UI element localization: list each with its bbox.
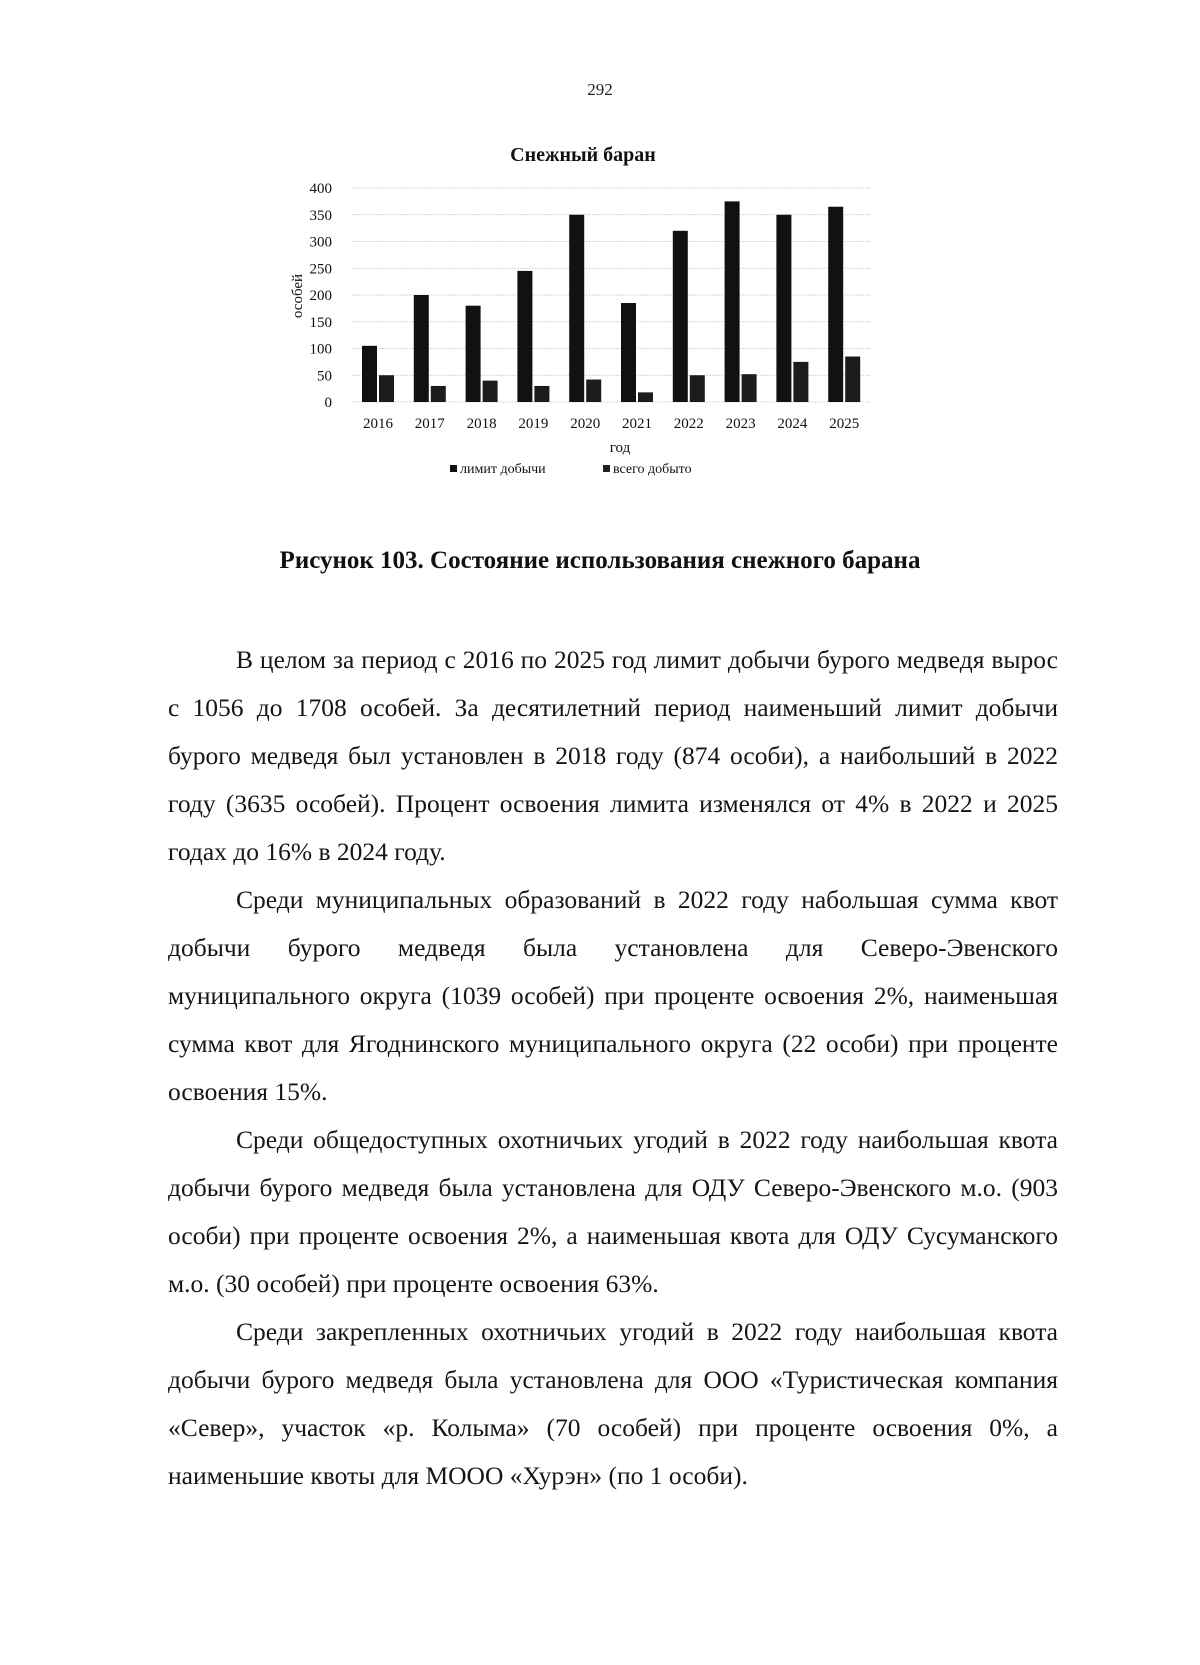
- bar-limit: [414, 295, 429, 402]
- x-tick-label: 2023: [725, 416, 756, 432]
- legend-swatch-taken: [603, 465, 610, 472]
- body-text: [168, 636, 1058, 1500]
- x-tick-label: 2018: [466, 416, 497, 432]
- legend-label-limit: лимит добычи: [460, 462, 546, 477]
- y-tick-label: 150: [309, 314, 332, 331]
- bar-limit: [673, 231, 688, 402]
- bar-taken: [690, 375, 705, 402]
- bars: [362, 201, 860, 402]
- x-tick-labels: [363, 416, 859, 432]
- y-tick-labels: [310, 181, 333, 411]
- y-tick-label: 50: [317, 368, 332, 385]
- x-tick-label: 2025: [829, 416, 860, 432]
- bar-limit: [621, 303, 636, 402]
- y-tick-label: 100: [309, 341, 332, 358]
- bar-limit: [517, 271, 532, 402]
- bar-limit: [776, 215, 791, 402]
- x-tick-label: 2017: [414, 416, 445, 432]
- y-tick-label: 350: [309, 207, 332, 224]
- bar-limit: [725, 201, 740, 402]
- paragraph: Среди закрепленных охотничьих угодий в 2022 году наибольшая квота добычи бурого медведя была установлена для ООО «Туристическая компания «Север», участок «р. Колыма» (70 особей) при проценте освоения 0%, а наименьшие квоты для МООО «Хурэн» (по 1 особи).: [168, 1317, 1058, 1490]
- y-tick-label: 200: [309, 288, 332, 304]
- x-tick-label: 2024: [777, 416, 808, 432]
- bar-chart: [290, 138, 930, 518]
- chart-svg: [290, 138, 930, 518]
- bar-limit: [466, 306, 481, 402]
- legend: [450, 462, 692, 477]
- legend-swatch-limit: [450, 465, 457, 472]
- grid-lines: [352, 188, 870, 402]
- chart-title: Снежный баран: [510, 144, 656, 166]
- x-tick-label: 2022: [673, 416, 704, 432]
- bar-limit: [569, 215, 584, 402]
- bar-taken: [431, 386, 446, 402]
- figure-caption: Рисунок 103. Состояние использования снежного барана: [279, 547, 921, 574]
- x-tick-label: 2020: [570, 416, 601, 432]
- x-axis-label: год: [609, 440, 631, 456]
- y-tick-label: 400: [309, 181, 332, 197]
- x-tick-label: 2019: [518, 416, 549, 432]
- bar-taken: [534, 386, 549, 402]
- legend-label-taken: всего добыто: [613, 462, 692, 477]
- bar-limit: [828, 207, 843, 402]
- y-tick-label: 250: [309, 261, 332, 278]
- x-tick-label: 2016: [363, 416, 393, 432]
- bar-taken: [638, 392, 653, 402]
- bar-taken: [793, 362, 808, 402]
- paragraph: Среди общедоступных охотничьих угодий в 2022 году наибольшая квота добычи бурого медведя была установлена для ОДУ Северо-Эвенского м.о. (903 особи) при проценте освоения 2%, а наименьшая квота для ОДУ Сусуманского м.о. (30 особей) при проценте освоения 63%.: [168, 1125, 1058, 1298]
- y-tick-label: 300: [309, 234, 332, 251]
- y-axis-label: особей: [290, 273, 306, 319]
- bar-taken: [586, 380, 601, 402]
- bar-taken: [379, 375, 394, 402]
- bar-taken: [483, 381, 498, 402]
- y-tick-label: 0: [324, 395, 332, 411]
- paragraph: Среди муниципальных образований в 2022 году набольшая сумма квот добычи бурого медведя была установлена для Северо-Эвенского муниципального округа (1039 особей) при проценте освоения 2%, наименьшая сумма квот для Ягоднинского муниципального округа (22 особи) при проценте освоения 15%.: [168, 885, 1058, 1106]
- x-tick-label: 2021: [622, 416, 652, 432]
- bar-taken: [845, 357, 860, 402]
- bar-limit: [362, 346, 377, 402]
- paragraph: В целом за период с 2016 по 2025 год лимит добычи бурого медведя вырос с 1056 до 1708 особей. За десятилетний период наименьший лимит добычи бурого медведя был установлен в 2018 году (874 особи), а наибольший в 2022 году (3635 особей). Процент освоения лимита изменялся от 4% в 2022 и 2025 годах до 16% в 2024 году.: [168, 645, 1058, 866]
- bar-taken: [742, 374, 757, 402]
- page-number: 292: [587, 80, 613, 99]
